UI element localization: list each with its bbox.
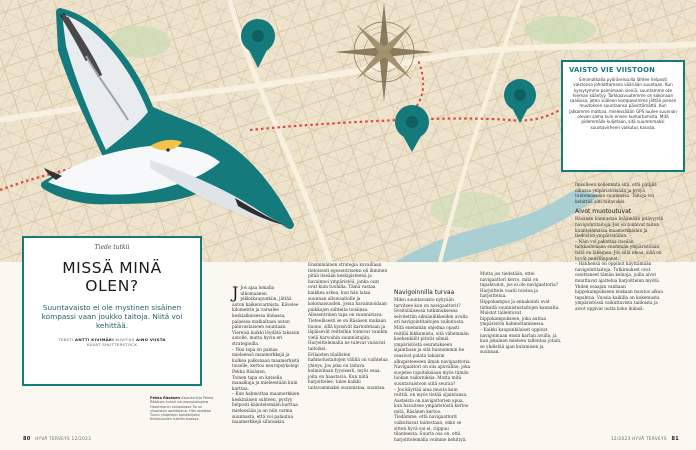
page-number-left: 80 xyxy=(23,436,31,442)
article-column-1 xyxy=(232,283,300,426)
paragraph: Erilaisten tilallisten hahmotustaitojen välillä on vaihtelua yhteys. Jos joku on taitava kolmioitaan fyysisesti, myös osaa, joita on haastavia. Kun niitä harjoittelee, tulee kaikki taitavammaksi suunnistaa, suuntaa. xyxy=(308,352,388,392)
paragraph: Yhden osaajan vanhaan hippokampukseen mukaan muutos alkaa tapahtua. Vuosia kaikilla on kokemusta ympäristössä vaikuttavista taidoista ja aivot oppivat uutta koko ikänsä. xyxy=(575,284,663,312)
page-number-right: 81 xyxy=(671,436,679,442)
article-column-5 xyxy=(575,183,665,312)
byline-prefix: TEKSTI xyxy=(58,337,74,342)
sidebar-text: Simimatkalla pyöräreissulla lähtee helposti vaistonsa johdattamana vääriään suuntaan. Kun kyrsytymme poimimaan sieniä, suuntamme ote hieman kääntyy. Tarkkaavuutemme on kokonaan saaliissa, joten siiäleen kompassimme jättää pienen muutoksen suuntaansa päivittämättä. Kun jatkamme matkaa, mielessäään GPS luulee suunnan olevan sama kuin ennen kumartumista. Mitä pidemmälle kuljetaan, sitä suuremmaksi suuntavirheen vaikutus kasvaa. xyxy=(569,77,677,130)
article-title-box xyxy=(22,236,202,386)
byline-images: KUVAT SHUTTERSTOCK xyxy=(86,342,138,347)
article-byline xyxy=(33,337,191,347)
paragraph: Ensimmäinen strategia kuvaillaan tietoisesti egosentriseksi eli ihminen pitää itseään keskipisteenä ja havainnoi ympäristöä, jonka osat ovat kuin tuohilla. Tämä vastaa kaikkea arkea, kun hän lataa suunnan allowaatiolle ja kokonaisuuden, jossa havainnoidaan paikkojen suhteita toisiinsa. xyxy=(308,263,388,313)
magazine-issue-right: 12/2023 HYVÄ TERVEYS xyxy=(610,436,667,441)
section-kicker: Tiede tutkii xyxy=(94,244,130,251)
paragraph: Mutta jos tiedetään, ettei navigaattori kerro, mitä on tapahtunut, jos ei ole navigaattoria? Harjoittelu vaatii toistoa ja harjoittelua. xyxy=(480,272,558,300)
subheading: Aivot muotoutuvat xyxy=(575,208,632,216)
paragraph: Imisilleen kohennuta sitä, että pätijää omassa ympäristössään ja pysyä tuntemassaan suunnassa. Taitoja voi kehittää silti taitavaksi. xyxy=(575,183,657,205)
caption-text: Asiantuntija Pekka Räsänen toimii neuropsykologina Haartmanin sairaalassa Turun yliopiston opettajana. Hän opettaa Turun yliopiston opiskelijoita tietoisuuden tutkimuksessa. xyxy=(150,396,214,422)
article-column-2 xyxy=(308,263,388,392)
paragraph: – Jos käyttää aina muuta kuin reittiä, on myös tietää sijaintansa. Aasteista on navigattorien apua, kun havaitsee ympäristöstä kertoo mitä, Räsänen kertoo. xyxy=(394,387,469,415)
byline-mid: KUVITUS xyxy=(115,337,135,342)
expert-caption xyxy=(150,396,220,422)
paragraph: – Yksi tapa on painaa mieleensä maamerkkejä ja kulkea palkonaan maamerkistä toiselle, kertoo neuropsykologi Pekka Räsänen. xyxy=(232,347,300,375)
paragraph: Allosentrinen tapa on suunnistava. Tieteellisesti se on Räsäsen mukaan huono, sillä kynsivät kartoitetaan ja läpäisevät reitteihin toimivat vainkin vielä harvoihin suunnistajiin. Harjoittelemalla ne tulevat vaisuvat taitoiksi. xyxy=(308,313,388,352)
paragraph: – Näin voi pakottaa itseään tarkkailemaan enemmän ympäristöään, mitä on läheinen. Jos sillä ideaa, sillä on hyvät muistiinpanot. xyxy=(575,239,662,262)
paragraph: – Hanhensä on oppinut käyttämään navigointitaitoja. Tutkimukset ovat osoittaneet tämän keinoja, joilla aivot muuttavat ajattelua harjoittelun myötä. xyxy=(575,262,660,284)
magazine-issue-left: HYVÄ TERVEYS 12/2023 xyxy=(35,436,92,441)
paragraph: Sveitsiläisessä tutkimuksessa selvitettiin silmänliikkeiden avulla eri navigointitaitojen vaikutusta. Mitä enemmän ohjelma opasti reitillä liikkumista, sitä vähemmän koehenkilöt pitivät silmiä ympäristöstä seuratakseen sijaintiaan ja sitä huonommin he osasivat palata takaisin alkupisteeseen ilman navigaattoria. xyxy=(394,309,471,365)
paragraph: J Jos ajaa lomalla ulkomaanen pikkukaupunkiin, jättää auton kaikenvarmista. Kävelee kilometrin ja varsalee keskiaikaisessa linnassa, palaessa matkaltaan auton päinvastaiseen suuntaan. Viereisä kaikki löydätä takaisin autolle, mutta hyvin eri strategioilla. xyxy=(232,283,300,347)
paragraph: Hippokampus ja ennakointi ovat tärkeitä suunnistustaitojen kannalta. Muistot tallentuvat hippokampukseen, joka auttaa ympäristön hahmottamisessa. xyxy=(480,299,560,328)
byline-illustrator: AINO VIISTA xyxy=(135,337,166,342)
caption-name: Pekka Räsänen xyxy=(150,396,181,400)
drop-cap: J xyxy=(232,283,239,302)
subheading: Navigoinnilla turvaa xyxy=(394,289,455,296)
paragraph: Navigaattori on siis apuväline, joka suojelee rajoituksiaan myös tämän luokan vaikutuksia. Mutta mitä suuntavaistoon siitä seuraa? xyxy=(394,365,471,387)
article-column-3 xyxy=(394,286,472,443)
folio-right xyxy=(611,436,682,442)
paragraph: Toinen tapa on katsella maaalkuja ja mieleestään kuin karttaa. xyxy=(232,375,298,392)
sidebar-title: VAISTO VIE VIISTOON xyxy=(569,66,655,74)
paragraph: Räsänen kannustaa lisäämään pitävyyttä navigointitaitoja. Jos on toimivat taitoa kuuntelemassa maamerkkeihin ja tiedoston ympäristöihin. xyxy=(575,217,664,240)
folio-left xyxy=(20,436,91,442)
paragraph: Miksi suuntavaisto nykyään tarvitsee kun on navigaattorit? xyxy=(394,298,461,309)
sidebar-callout xyxy=(561,60,685,172)
article-lead: Suuntavaisto ei ole mystinen sisäinen kompassi vaan joukko taitoja. Niitä voi kehittää. xyxy=(41,303,183,330)
paragraph: – Kaikki kaupunkilaiset oppivat navigoimaan ensin kartan avulla, ja kun jokainen mieleen tallentaa jotain, se yhdistää ajan kulumisen ja suunnan. xyxy=(480,327,562,356)
paragraph: – Kun hahmottaa maamerkkien keskinäisen suhteen, pystyy helposti kääntelemään karttaa mielessään ja on niin varma suunnasta, että voi palautua maamerkkejä silloisakin. xyxy=(232,392,300,426)
byline-author: ANTTI KIVIMÄKI xyxy=(75,337,114,342)
article-headline: MISSÄ MINÄ OLEN? xyxy=(62,259,162,295)
article-column-4 xyxy=(480,272,562,356)
paragraph: Tiedämme, että navigaattorit vaikuttavat taidostaan, onko se sitten hyvä vai ei, riippuu tilanteesta. Suurin osa on, että harjoittelemalla voimme kehittyä. xyxy=(394,415,467,443)
